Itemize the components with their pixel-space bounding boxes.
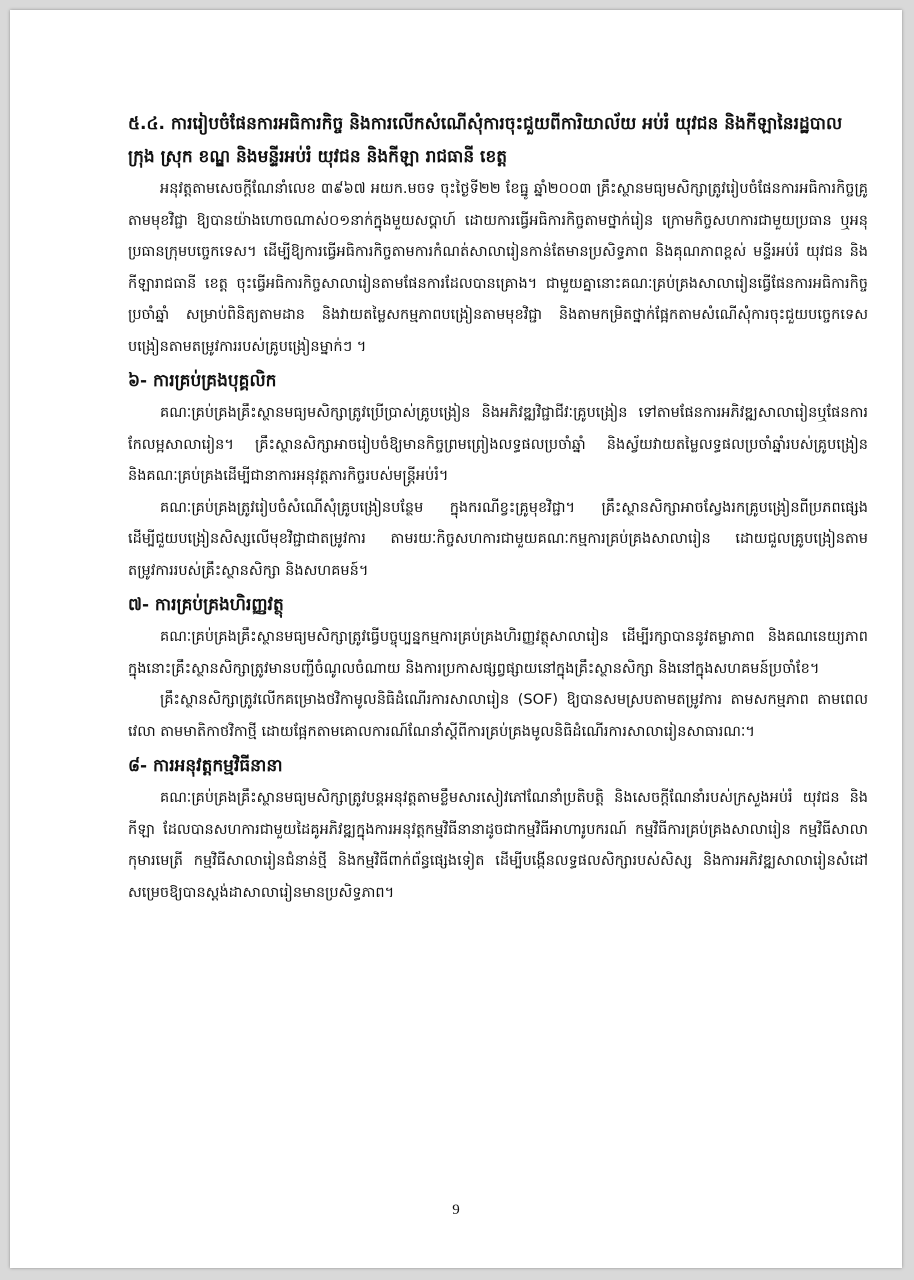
section-paragraph: អនុវត្តតាមសេចក្តីណែនាំលេខ ៣៩៦៧ អយក.មចទ ចុះថ្ងៃទី២២ ខែធ្នូ ឆ្នាំ២០០៣ គ្រឹះស្ថានមធ្យមសិក្សាត្រូវរៀបចំផែនការអធិការកិច្ចគ្រូតាមមុខវិជ្ជា ឱ្យបានយ៉ាងហោចណាស់០១នាក់ក្នុងមួយសប្តាហ៍ ដោយការធ្វើអធិការកិច្ចតាមថ្នាក់រៀន ក្រោមកិច្ចសហការជាមួយប្រធាន ឬអនុប្រធានក្រុមបច្ចេកទេស។ ដើម្បីឱ្យការធ្វើអធិការកិច្ចតាមការកំណត់សាលារៀនកាន់តែមានប្រសិទ្ធភាព និងគុណភាពខ្ពស់ មន្ទីរអប់រំ យុវជន និងកីឡារាជធានី ខេត្ត ចុះធ្វើអធិការកិច្ចសាលារៀនតាមផែនការដែលបានគ្រោង។ ជាមួយគ្នានោះគណៈគ្រប់គ្រងសាលារៀនធ្វើផែនការអធិការកិច្ចប្រចាំឆ្នាំ សម្រាប់ពិនិត្យតាមដាន និងវាយតម្លៃសកម្មភាពបង្រៀនតាមមុខវិជ្ជា និងតាមកម្រិតថ្នាក់ផ្អែកតាមសំណើសុំការចុះជួយបច្ចេកទេសបង្រៀនតាមតម្រូវការរបស់គ្រូបង្រៀនម្នាក់ៗ ។ [128,181,868,355]
section-paragraph: គណៈគ្រប់គ្រងត្រូវរៀបចំសំណើសុំគ្រូបង្រៀនបន្ថែម ក្នុងករណីខ្វះគ្រូមុខវិជ្ជា។ គ្រឹះស្ថានសិក្សាអាចស្វែងរកគ្រូបង្រៀនពីប្រភពផ្សេង ដើម្បីជួយបង្រៀនសិស្សលើមុខវិជ្ជាជាតម្រូវការ តាមរយៈកិច្ចសហការជាមួយគណៈកម្មការគ្រប់គ្រងសាលារៀន ដោយជួលគ្រូបង្រៀនតាមតម្រូវការរបស់គ្រឹះស្ថានសិក្សា និងសហគមន៍។ [128,499,868,579]
section-6 [128,365,868,587]
section-5-4 [128,108,868,363]
section-paragraph: គណៈគ្រប់គ្រងគ្រឹះស្ថានមធ្យមសិក្សាត្រូវបន្តអនុវត្តតាមខ្លឹមសារសៀវភៅណែនាំប្រតិបត្តិ និងសេចក្តីណែនាំរបស់ក្រសួងអប់រំ យុវជន និងកីឡា ដែលបានសហការជាមួយដៃគូអភិវឌ្ឍក្នុងការអនុវត្តកម្មវិធីនានាដូចជាកម្មវិធីអាហារូបករណ៍ កម្មវិធីការគ្រប់គ្រងសាលារៀន កម្មវិធីសាលាកុមារមេត្រី កម្មវិធីសាលារៀនជំនាន់ថ្មី និងកម្មវិធីពាក់ព័ន្ធផ្សេងទៀត ដើម្បីបង្កើនលទ្ធផលសិក្សារបស់សិស្ស និងការអភិវឌ្ឍសាលារៀនសំដៅសម្រេចឱ្យបានស្តង់ដាសាលារៀនមានប្រសិទ្ធភាព។ [128,790,868,901]
section-heading: ៦- ការគ្រប់គ្រងបុគ្គលិក [128,371,277,391]
page-content [128,106,868,909]
section-7 [128,589,868,748]
section-heading: ៧- ការគ្រប់គ្រងហិរញ្ញវត្ថុ [128,595,284,615]
page-number: 9 [452,1202,460,1218]
document-page [10,10,902,1268]
section-paragraph: គណៈគ្រប់គ្រងគ្រឹះស្ថានមធ្យមសិក្សាត្រូវប្រើប្រាស់គ្រូបង្រៀន និងអភិវឌ្ឍវិជ្ជាជីវៈគ្រូបង្រៀន ទៅតាមផែនការអភិវឌ្ឍសាលារៀនឬផែនការកែលម្អសាលារៀន។ គ្រឹះស្ថានសិក្សាអាចរៀបចំឱ្យមានកិច្ចព្រមព្រៀងលទ្ធផលប្រចាំឆ្នាំ និងស្វ័យវាយតម្លៃលទ្ធផលប្រចាំឆ្នាំរបស់គ្រូបង្រៀន និងគណៈគ្រប់គ្រងដើម្បីជានាការអនុវត្តភារកិច្ចរបស់មន្ត្រីអប់រំ។ [128,405,868,484]
section-paragraph: គ្រឹះស្ថានសិក្សាត្រូវលើកគម្រោងថវិកាមូលនិធិដំណើរការសាលារៀន (SOF) ឱ្យបានសមស្របតាមតម្រូវការ តាមសកម្មភាព តាមពេលវេលា តាមមាតិកាថវិកាថ្មី ដោយផ្អែកតាមគោលការណ៍ណែនាំស្តីពីការគ្រប់គ្រងមូលនិធិដំណើរការសាលារៀនសាធារណៈ។ [128,692,868,740]
section-heading: ៥.៤. ការរៀបចំផែនការអធិការកិច្ច និងការលើកសំណើសុំការចុះជួយពីការិយាល័យ អប់រំ យុវជន និងកីឡានៃរដ្ឋបាលក្រុង ស្រុក ខណ្ឌ និងមន្ទីរអប់រំ យុវជន និងកីឡា រាជធានី ខេត្ត [128,114,843,167]
section-heading: ៨- ការអនុវត្តកម្មវិធីនានា [128,756,283,776]
section-8 [128,750,868,909]
section-paragraph: គណៈគ្រប់គ្រងគ្រឹះស្ថានមធ្យមសិក្សាត្រូវធ្វើបច្ចុប្បន្នកម្មការគ្រប់គ្រងហិរញ្ញវត្ថុសាលារៀន ដើម្បីរក្សាបាននូវតម្លាភាព និងគណនេយ្យភាព ក្នុងនោះគ្រឹះស្ថានសិក្សាត្រូវមានបញ្ជីចំណូលចំណាយ និងការប្រកាសផ្សព្វផ្សាយនៅក្នុងគ្រឹះស្ថានសិក្សា និងនៅក្នុងសហគមន៍ប្រចាំខែ។ [128,629,868,677]
